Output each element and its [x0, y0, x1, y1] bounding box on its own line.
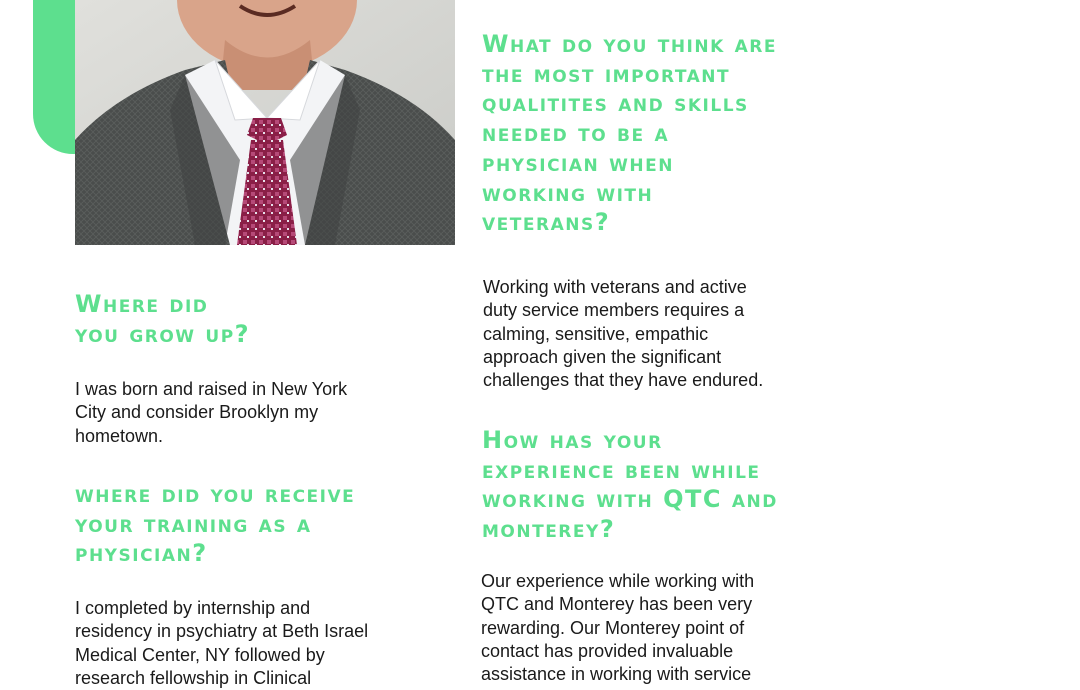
portrait-photo: [75, 0, 455, 245]
answer-text-skills: Working with veterans and active duty service members requires a calming, sensitive, empathic approach given the significant challenges that they have endured.: [483, 277, 764, 391]
answer-text-grow-up: I was born and raised in New York City and consider Brooklyn my hometown.: [75, 379, 348, 446]
answer-text-training: I completed by internship and residency in psychiatry at Beth Israel Medical Center, NY followed by research fellowship in Clinical: [75, 598, 369, 688]
question-heading-experience: How has your experience been while working with QTC and monterey?: [482, 426, 778, 544]
answer-text-experience: Our experience while working with QTC and Monterey has been very rewarding. Our Monterey point of contact has provided invaluable assistance in working with service: [481, 571, 755, 685]
question-heading-skills: What do you think are the most important qualitites and skills needed to be a physician when working with veterans?: [482, 30, 777, 237]
question-heading-training: where did you receive your training as a physician?: [75, 480, 356, 568]
question-heading-grow-up: Where did you grow up?: [75, 290, 251, 348]
